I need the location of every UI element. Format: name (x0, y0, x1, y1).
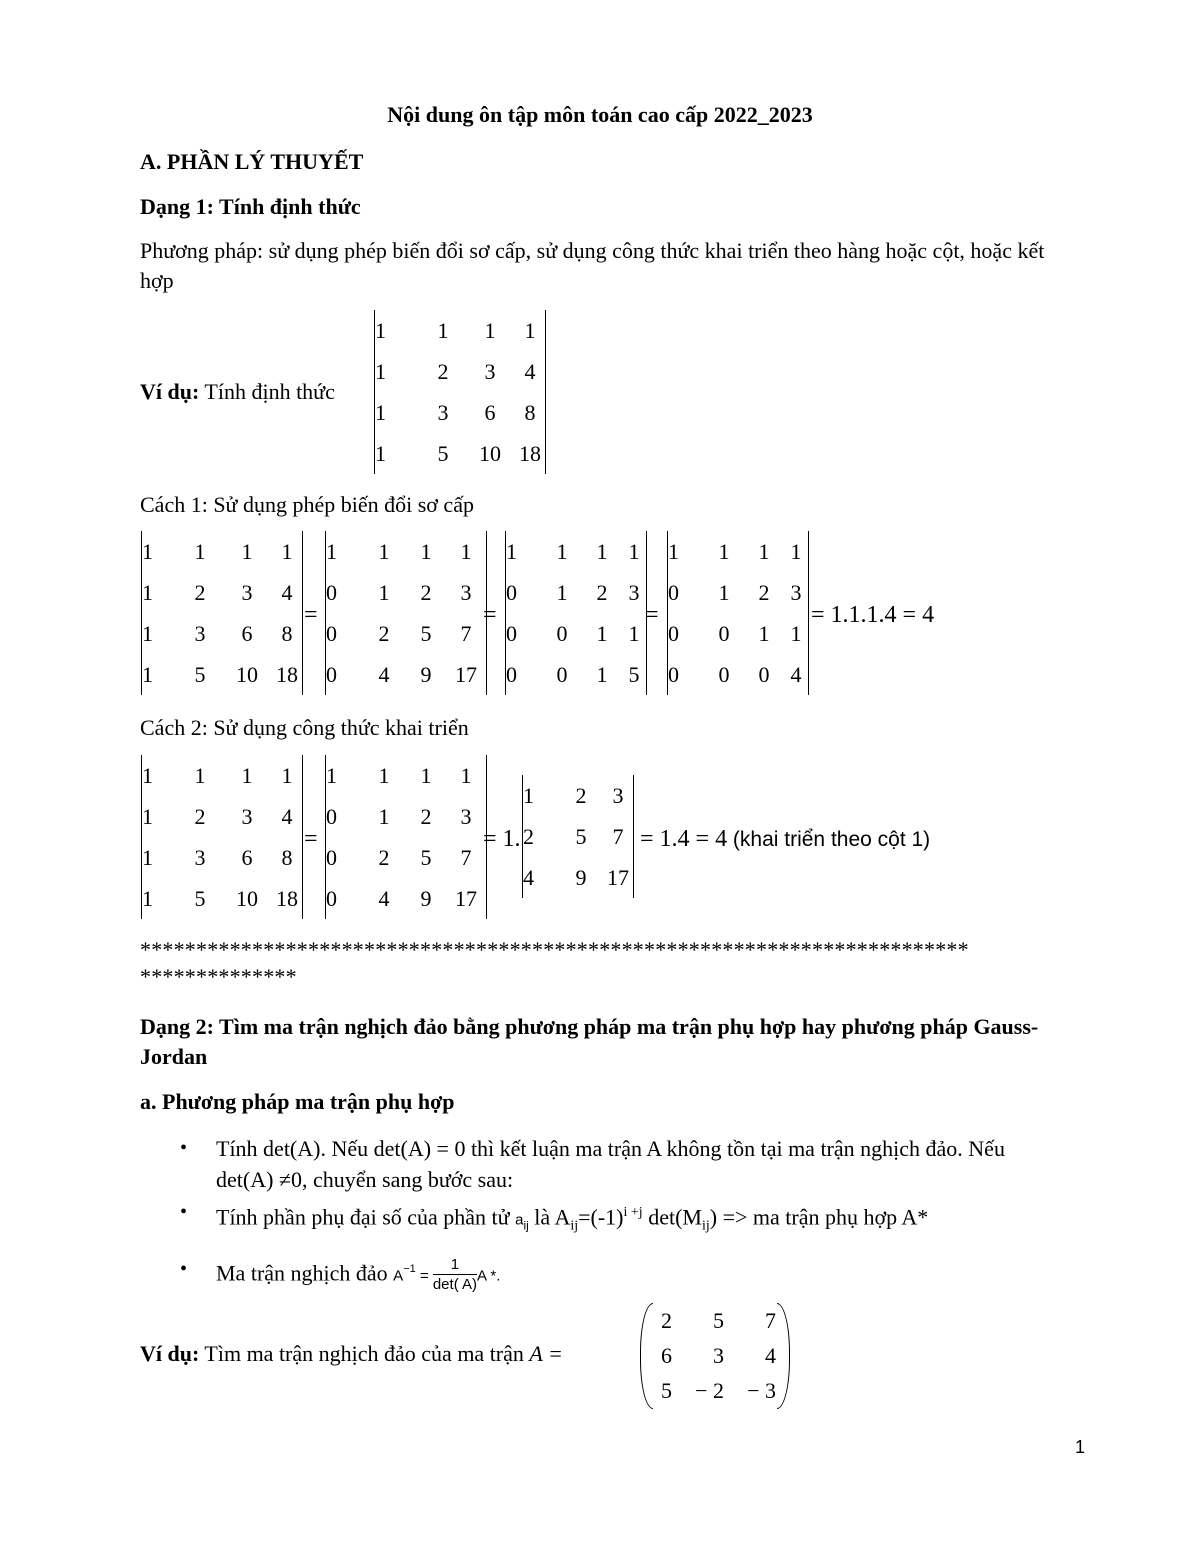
matrix-cell: 0 (506, 620, 517, 646)
matrix-cell: 1 (241, 538, 253, 564)
subscript: ij (570, 1218, 579, 1234)
matrix-cell: 1 (194, 538, 206, 564)
matrix-cell: 4 (790, 661, 802, 687)
matrix-cell: 1 (596, 620, 608, 646)
matrix-cell: 2 (437, 358, 449, 384)
matrix-cell: 1 (420, 538, 432, 564)
matrix-cell: 1 (142, 579, 153, 605)
step-3-text: Ma trận nghịch đảo (216, 1260, 394, 1286)
page-title: Nội dung ôn tập môn toán cao cấp 2022_2023 (387, 102, 813, 127)
matrix-cell: 4 (281, 803, 293, 829)
matrix-cell: 6 (661, 1342, 672, 1368)
matrix-row (326, 878, 486, 919)
superscript: −1 (403, 1262, 416, 1275)
matrix-cell: 2 (378, 844, 390, 870)
matrix-cell: 0 (758, 661, 770, 687)
matrix-cell: 1 (375, 317, 386, 343)
matrix-cell: 0 (326, 661, 337, 687)
matrix-cell: − 2 (695, 1377, 724, 1403)
matrix-cell: 10 (236, 885, 258, 911)
matrix-row (506, 531, 646, 572)
matrix-cell: 5 (194, 661, 206, 687)
method-text: sử dụng phép biến đổi sơ cấp, sử dụng công thức khai triển theo hàng hoặc cột, hoặc kết hợp (140, 238, 1045, 293)
matrix-cell: 1 (142, 844, 153, 870)
matrix-cell: 3 (790, 579, 802, 605)
matrix-row (142, 837, 302, 878)
matrix-cell: 6 (484, 399, 496, 425)
matrix-cell: 2 (194, 579, 206, 605)
matrix-cell: 3 (194, 844, 206, 870)
inverse-rhs: A *. (477, 1267, 501, 1285)
matrix-cell: 2 (194, 803, 206, 829)
equals-sign: = (645, 602, 659, 628)
matrix-cell: 3 (241, 803, 253, 829)
matrix-row (375, 433, 545, 474)
matrix-cell: 1 (596, 661, 608, 687)
matrix-cell: 7 (460, 844, 472, 870)
matrix-cell: 8 (524, 399, 536, 425)
matrix-cell: 4 (378, 885, 390, 911)
matrix-cell: 17 (455, 885, 477, 911)
way2-label: Cách 2: Sử dụng công thức khai triển (140, 715, 469, 740)
matrix-cell: 1 (790, 620, 802, 646)
inverse-fraction (433, 1256, 477, 1295)
matrix-cell: 18 (276, 661, 298, 687)
matrix-cell: 0 (506, 579, 517, 605)
matrix-cell: 1 (326, 538, 337, 564)
way2-result-line (640, 824, 930, 855)
matrix-cell: 1 (718, 538, 730, 564)
matrix-cell: 0 (556, 661, 568, 687)
matrix-cell: 10 (236, 661, 258, 687)
matrix-cell: 1 (596, 538, 608, 564)
matrix-cell: 1 (375, 440, 386, 466)
way2-note: (khai triển theo cột 1) (727, 828, 931, 851)
matrix-cell: 1 (668, 538, 679, 564)
matrix-cell: 1 (524, 317, 536, 343)
matrix-name: A = (529, 1341, 563, 1366)
way1-det-4 (667, 531, 809, 695)
section-a-heading: A. PHẦN LÝ THUYẾT (140, 149, 364, 174)
matrix-cell: 2 (420, 579, 432, 605)
way1-result: = 1.1.1.4 = 4 (811, 602, 935, 628)
matrix-row (142, 796, 302, 837)
matrix-cell: 0 (326, 803, 337, 829)
dang2-sub-a: a. Phương pháp ma trận phụ hợp (140, 1089, 455, 1114)
matrix-cell: 3 (460, 803, 472, 829)
matrix-cell: 4 (765, 1342, 776, 1368)
matrix-row (326, 531, 486, 572)
inverse-eq: = (415, 1267, 433, 1285)
matrix-cell: 7 (612, 823, 624, 849)
inverse-lhs: A (393, 1267, 404, 1285)
matrix-row (142, 613, 302, 654)
matrix-cell: 10 (479, 440, 501, 466)
matrix-row (142, 531, 302, 572)
matrix-row (142, 878, 302, 919)
matrix-cell: 1 (281, 762, 293, 788)
matrix-cell: 2 (420, 803, 432, 829)
matrix-cell: − 3 (747, 1377, 776, 1403)
example-label: Ví dụ: (140, 1341, 200, 1366)
matrix-cell: 2 (596, 579, 608, 605)
subscript: ij (701, 1218, 710, 1234)
matrix-cell: 1 (790, 538, 802, 564)
page-number: 1 (1075, 1437, 1086, 1457)
step-2-eq: =(-1) (578, 1204, 624, 1230)
matrix-cell: 5 (420, 620, 432, 646)
way1-det-3 (505, 531, 647, 695)
list-item (180, 1254, 1066, 1295)
matrix-cell: 0 (668, 661, 679, 687)
matrix-cell: 1 (758, 538, 770, 564)
list-item (180, 1133, 1066, 1195)
separator-stars-2: ************** (140, 964, 297, 989)
matrix-row (375, 351, 545, 392)
matrix-cell: 2 (575, 782, 587, 808)
matrix-cell: 3 (713, 1342, 724, 1368)
way1-det-2 (325, 531, 487, 695)
matrix-cell: 5 (661, 1377, 672, 1403)
matrix-cell: 5 (575, 823, 587, 849)
steps-list (180, 1133, 1066, 1295)
method-label: Phương pháp: (140, 238, 264, 263)
matrix-cell: 1 (506, 538, 517, 564)
matrix-cell: 4 (281, 579, 293, 605)
matrix-cell: 9 (420, 661, 432, 687)
matrix-cell: 3 (460, 579, 472, 605)
matrix-cell: 5 (420, 844, 432, 870)
matrix-cell: 1 (142, 538, 153, 564)
matrix-row (375, 392, 545, 433)
dang2-heading: Dạng 2: Tìm ma trận nghịch đảo bằng phương pháp ma trận phụ hợp hay phương pháp Gauss-Jordan (140, 1014, 1039, 1069)
matrix-cell: 9 (575, 864, 587, 890)
matrix-cell: 1 (556, 538, 568, 564)
matrix-row (142, 755, 302, 796)
matrix-cell: 3 (484, 358, 496, 384)
matrix-row (654, 1338, 776, 1373)
matrix-cell: 8 (281, 620, 293, 646)
matrix-row (668, 531, 808, 572)
matrix-cell: 0 (326, 579, 337, 605)
matrix-cell: 1 (142, 803, 153, 829)
matrix-cell: 17 (455, 661, 477, 687)
matrix-row (654, 1303, 776, 1338)
matrix-cell: 6 (241, 844, 253, 870)
matrix-cell: 3 (194, 620, 206, 646)
matrix-row (142, 572, 302, 613)
fraction-denominator: det( A) (432, 1275, 478, 1293)
way1-label: Cách 1: Sử dụng phép biến đổi sơ cấp (140, 492, 474, 517)
matrix-cell: 18 (519, 440, 541, 466)
matrix-row (142, 654, 302, 695)
matrix-cell: 1 (378, 538, 390, 564)
aij-symbol: a (515, 1211, 524, 1229)
matrix-cell: 1 (378, 579, 390, 605)
example-text: Tìm ma trận nghịch đảo của ma trận (199, 1341, 530, 1366)
matrix-cell: 0 (326, 885, 337, 911)
matrix-cell: 3 (437, 399, 449, 425)
matrix-cell: 0 (556, 620, 568, 646)
matrix-row (506, 572, 646, 613)
matrix-cell: 1 (460, 762, 472, 788)
matrix-cell: 1 (628, 620, 640, 646)
matrix-cell: 0 (668, 579, 679, 605)
way2-minor (522, 775, 634, 898)
subscript: ij (523, 1218, 529, 1233)
matrix-cell: 1 (460, 538, 472, 564)
dang1-heading: Dạng 1: Tính định thức (140, 194, 361, 219)
step-1-text: Tính det(A). Nếu det(A) = 0 thì kết luận ma trận A không tồn tại ma trận nghịch đảo. Nếu det(A) ≠0, chuyển sang bước sau: (216, 1136, 1005, 1192)
matrix-cell: 1 (420, 762, 432, 788)
matrix-cell: 17 (607, 864, 629, 890)
equals-sign: = (304, 602, 318, 628)
matrix-cell: 1 (241, 762, 253, 788)
matrix-cell: 4 (524, 358, 536, 384)
way2-det-2 (325, 755, 487, 919)
example-matrix-a (640, 1303, 790, 1409)
matrix-cell: 2 (758, 579, 770, 605)
matrix-cell: 4 (523, 864, 534, 890)
matrix-cell: 1 (718, 579, 730, 605)
matrix-row (326, 755, 486, 796)
example-determinant (374, 310, 546, 474)
matrix-row (523, 775, 633, 816)
example-label: Ví dụ: (140, 379, 200, 404)
equals-sign: = (304, 826, 318, 852)
matrix-cell: 18 (276, 885, 298, 911)
matrix-cell: 1 (523, 782, 534, 808)
matrix-cell: 1 (378, 762, 390, 788)
step-2-post: ) => ma trận phụ hợp A* (709, 1204, 929, 1230)
matrix-row (506, 613, 646, 654)
superscript: i +j (623, 1205, 643, 1220)
matrix-cell: 0 (668, 620, 679, 646)
way2-coefficient: = 1. (483, 826, 521, 852)
separator-stars: ************************************************************************** (140, 937, 969, 962)
example-text: Tính định thức (199, 379, 335, 404)
matrix-row (668, 572, 808, 613)
dang1-example (140, 377, 335, 407)
matrix-cell: 1 (142, 620, 153, 646)
matrix-cell: 5 (628, 661, 640, 687)
matrix-row (654, 1373, 776, 1408)
matrix-row (326, 654, 486, 695)
matrix-cell: 1 (375, 399, 386, 425)
matrix-cell: 2 (523, 823, 534, 849)
matrix-row (326, 572, 486, 613)
matrix-cell: 0 (326, 844, 337, 870)
matrix-a-table (654, 1303, 776, 1408)
matrix-cell: 0 (718, 661, 730, 687)
matrix-cell: 1 (142, 762, 153, 788)
matrix-cell: 9 (420, 885, 432, 911)
way1-det-1 (141, 531, 303, 695)
matrix-cell: 1 (375, 358, 386, 384)
matrix-row (326, 837, 486, 878)
matrix-cell: 6 (241, 620, 253, 646)
way2-det-1 (141, 755, 303, 919)
dang1-method (140, 236, 1070, 296)
matrix-cell: 5 (713, 1307, 724, 1333)
matrix-cell: 1 (758, 620, 770, 646)
matrix-row (506, 654, 646, 695)
matrix-row (523, 816, 633, 857)
matrix-cell: 3 (241, 579, 253, 605)
matrix-row (326, 796, 486, 837)
matrix-cell: 1 (281, 538, 293, 564)
dang2-example (140, 1339, 563, 1369)
matrix-cell: 8 (281, 844, 293, 870)
matrix-cell: 1 (628, 538, 640, 564)
step-2-mid: là A (528, 1204, 571, 1230)
matrix-cell: 1 (378, 803, 390, 829)
fraction-numerator: 1 (433, 1256, 477, 1275)
matrix-cell: 5 (194, 885, 206, 911)
matrix-cell: 1 (142, 885, 153, 911)
matrix-row (668, 613, 808, 654)
matrix-cell: 1 (437, 317, 449, 343)
matrix-cell: 3 (628, 579, 640, 605)
way2-result: = 1.4 = 4 (640, 826, 728, 852)
matrix-cell: 1 (326, 762, 337, 788)
matrix-cell: 5 (437, 440, 449, 466)
matrix-cell: 0 (326, 620, 337, 646)
matrix-cell: 7 (460, 620, 472, 646)
list-item (180, 1197, 1066, 1242)
matrix-cell: 1 (484, 317, 496, 343)
matrix-cell: 1 (142, 661, 153, 687)
matrix-row (523, 857, 633, 898)
matrix-cell: 1 (556, 579, 568, 605)
matrix-cell: 2 (378, 620, 390, 646)
matrix-row (668, 654, 808, 695)
equals-sign: = (483, 602, 497, 628)
matrix-cell: 2 (661, 1307, 672, 1333)
matrix-cell: 0 (506, 661, 517, 687)
matrix-row (375, 310, 545, 351)
step-2-det: det(M (642, 1204, 702, 1230)
matrix-cell: 4 (378, 661, 390, 687)
step-2-text: Tính phần phụ đại số của phần tử (216, 1204, 516, 1230)
matrix-cell: 3 (612, 782, 624, 808)
matrix-cell: 1 (194, 762, 206, 788)
matrix-cell: 7 (765, 1307, 776, 1333)
matrix-cell: 0 (718, 620, 730, 646)
matrix-row (326, 613, 486, 654)
